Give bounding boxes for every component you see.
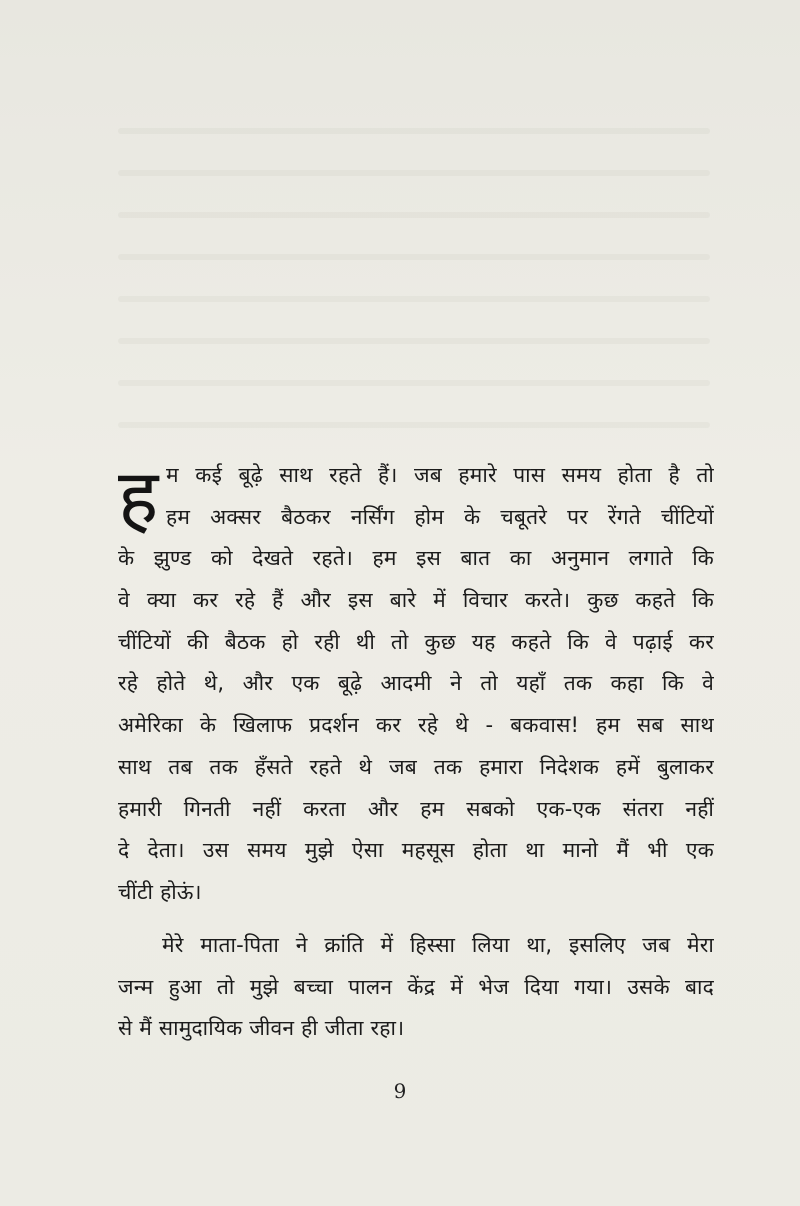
text-line: से मैं सामुदायिक जीवन ही जीता रहा।	[118, 1016, 405, 1041]
text-line: रहे होते थे, और एक बूढ़े आदमी ने तो यहाँ तक कहा कि वे	[118, 671, 714, 696]
text-line: म कई बूढ़े साथ रहते हैं। जब हमारे पास समय होता है तो	[166, 463, 714, 487]
text-line: वे क्या कर रहे हैं और इस बारे में विचार करते। कुछ कहते कि	[118, 588, 714, 613]
text-line: हमारी गिनती नहीं करता और हम सबको एक-एक संतरा नहीं	[118, 796, 714, 821]
paragraph-1	[118, 452, 714, 914]
show-through-line	[118, 338, 710, 344]
page-number: 9	[393, 1079, 407, 1103]
show-through-line	[118, 212, 710, 218]
show-through-line	[118, 254, 710, 260]
drop-cap-indented-lines	[118, 452, 714, 541]
paragraph-2	[118, 925, 714, 1050]
show-through-line	[118, 422, 710, 428]
text-line: हम अक्सर बैठकर नर्सिंग होम के चबूतरे पर रेंगते चींटियों	[166, 504, 714, 529]
text-line: चींटियों की बैठक हो रही थी तो कुछ यह कहते कि वे पढ़ाई कर	[118, 629, 714, 654]
show-through-line	[118, 128, 710, 134]
text-line: अमेरिका के खिलाफ प्रदर्शन कर रहे थे - बकवास! हम सब साथ	[118, 713, 714, 738]
text-line: जन्म हुआ तो मुझे बच्चा पालन केंद्र में भेज दिया गया। उसके बाद	[118, 974, 714, 999]
text-line: साथ तब तक हँसते रहते थे जब तक हमारा निदेशक हमें बुलाकर	[118, 754, 714, 779]
show-through-line	[118, 170, 710, 176]
drop-cap: ह	[118, 452, 159, 541]
text-line: दे देता। उस समय मुझे ऐसा महसूस होता था मानो मैं भी एक	[118, 838, 714, 863]
show-through-line	[118, 380, 710, 386]
show-through-line	[118, 296, 710, 302]
text-line: के झुण्ड को देखते रहते। हम इस बात का अनुमान लगाते कि	[118, 546, 714, 571]
text-line: मेरे माता-पिता ने क्रांति में हिस्सा लिया था, इसलिए जब मेरा	[162, 933, 714, 957]
text-line: चींटी होऊं।	[118, 879, 202, 904]
